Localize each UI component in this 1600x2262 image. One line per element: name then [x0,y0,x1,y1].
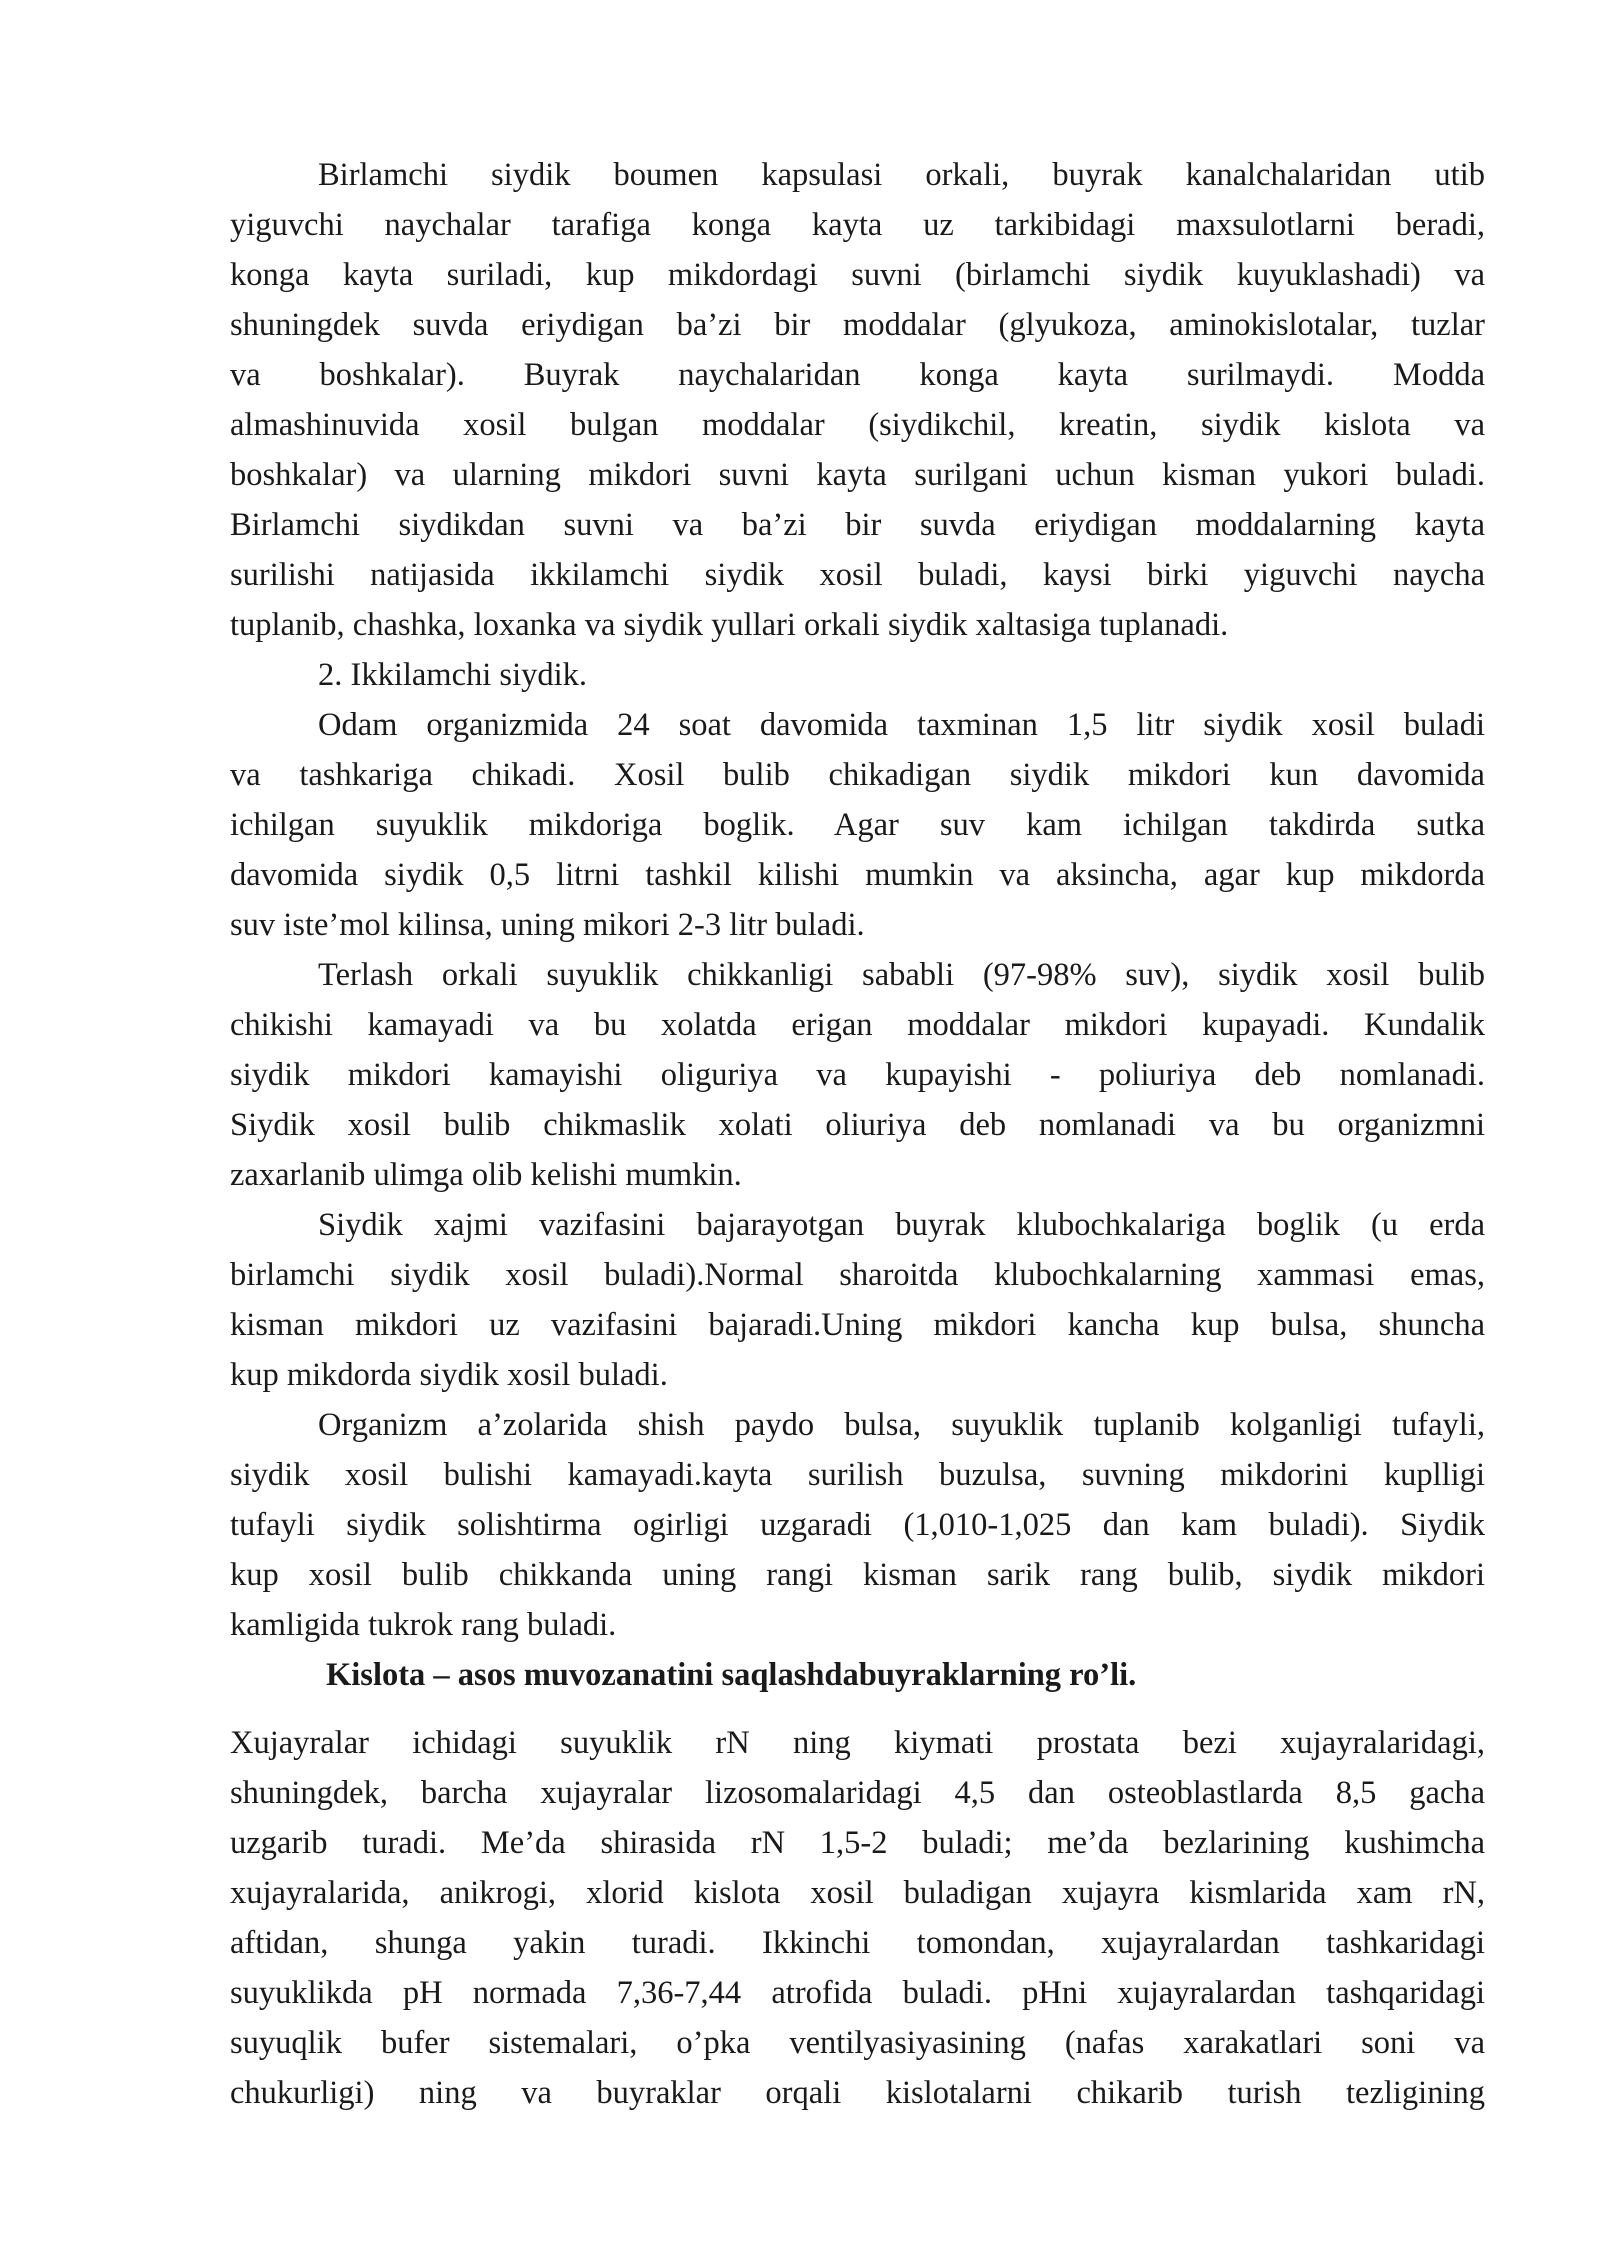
text-line: Birlamchi siydikdan suvni va ba’zi bir suvda eriydigan moddalarning kayta [230,507,1485,543]
paragraph-1 [230,150,1485,650]
text-line: Odam organizmida 24 soat davomida taxminan 1,5 litr siydik xosil buladi [318,707,1485,743]
text-line: shuningdek, barcha xujayralar lizosomalaridagi 4,5 dan osteoblastlarda 8,5 gacha [230,1775,1485,1811]
paragraph-7 [230,1718,1485,2118]
paragraph-3 [230,700,1485,950]
paragraph-6 [230,1400,1485,1650]
text-line: suyuqlik bufer sistemalari, o’pka ventilyasiyasining (nafas xarakatlari soni va [230,2025,1485,2061]
text-line: Xujayralar ichidagi suyuklik rN ning kiymati prostata bezi xujayralaridagi, [230,1725,1485,1761]
text-line: shuningdek suvda eriydigan ba’zi bir moddalar (glyukoza, aminokislotalar, tuzlar [230,307,1485,343]
text-line: tufayli siydik solishtirma ogirligi uzgaradi (1,010-1,025 dan kam buladi). Siydik [230,1507,1485,1543]
section-heading: Kislota – asos muvozanatini saqlashdabuyraklarning ro’li. [326,1657,1137,1693]
text-line: siydik mikdori kamayishi oliguriya va kupayishi - poliuriya deb nomlanadi. [230,1057,1485,1093]
text-line: kisman mikdori uz vazifasini bajaradi.Uning mikdori kancha kup bulsa, shuncha [230,1307,1485,1343]
text-line: kup mikdorda siydik xosil buladi. [230,1357,668,1393]
text-line: Siydik xosil bulib chikmaslik xolati oliuriya deb nomlanadi va bu organizmni [230,1107,1485,1143]
text-line: uzgarib turadi. Me’da shirasida rN 1,5-2 buladi; me’da bezlarining kushimcha [230,1825,1485,1861]
text-line: 2. Ikkilamchi siydik. [318,657,587,693]
paragraph-4 [230,950,1485,1200]
text-line: Organizm a’zolarida shish paydo bulsa, suyuklik tuplanib kolganligi tufayli, [318,1407,1485,1443]
text-line: kamligida tukrok rang buladi. [230,1607,617,1643]
text-line: Birlamchi siydik boumen kapsulasi orkali, buyrak kanalchalaridan utib [318,157,1485,193]
text-line: boshkalar) va ularning mikdori suvni kayta surilgani uchun kisman yukori buladi. [230,457,1485,493]
text-line: suv iste’mol kilinsa, uning mikori 2-3 litr buladi. [230,907,865,943]
text-line: aftidan, shunga yakin turadi. Ikkinchi tomondan, xujayralardan tashkaridagi [230,1925,1485,1961]
text-line: siydik xosil bulishi kamayadi.kayta surilish buzulsa, suvning mikdorini kuplligi [230,1457,1485,1493]
text-line: birlamchi siydik xosil buladi).Normal sharoitda klubochkalarning xammasi emas, [230,1257,1485,1293]
text-line: chikishi kamayadi va bu xolatda erigan moddalar mikdori kupayadi. Kundalik [230,1007,1485,1043]
paragraph-5 [230,1200,1485,1400]
text-line: tuplanib, chashka, loxanka va siydik yullari orkali siydik xaltasiga tuplanadi. [230,607,1229,643]
text-line: suyuklikda pH normada 7,36-7,44 atrofida buladi. pHni xujayralardan tashqaridagi [230,1975,1485,2011]
text-line: surilishi natijasida ikkilamchi siydik xosil buladi, kaysi birki yiguvchi naycha [230,557,1485,593]
text-line: Terlash orkali suyuklik chikkanligi sababli (97-98% suv), siydik xosil bulib [318,957,1485,993]
text-line: almashinuvida xosil bulgan moddalar (siydikchil, kreatin, siydik kislota va [230,407,1485,443]
text-line: chukurligi) ning va buyraklar orqali kislotalarni chikarib turish tezligining [230,2075,1485,2111]
text-line: zaxarlanib ulimga olib kelishi mumkin. [230,1157,742,1193]
text-line: kup xosil bulib chikkanda uning rangi kisman sarik rang bulib, siydik mikdori [230,1557,1485,1593]
document-page [230,150,1485,2118]
text-line: ichilgan suyuklik mikdoriga boglik. Agar suv kam ichilgan takdirda sutka [230,807,1485,843]
text-line: va boshkalar). Buyrak naychalaridan konga kayta surilmaydi. Modda [230,357,1485,393]
text-line: Siydik xajmi vazifasini bajarayotgan buyrak klubochkalariga boglik (u erda [318,1207,1485,1243]
text-line: xujayralarida, anikrogi, xlorid kislota xosil buladigan xujayra kismlarida xam rN, [230,1875,1485,1911]
text-line: yiguvchi naychalar tarafiga konga kayta uz tarkibidagi maxsulotlarni beradi, [230,207,1485,243]
heading-spacer [230,1700,1485,1718]
text-line: konga kayta suriladi, kup mikdordagi suvni (birlamchi siydik kuyuklashadi) va [230,257,1485,293]
text-line: davomida siydik 0,5 litrni tashkil kilishi mumkin va aksincha, agar kup mikdorda [230,857,1485,893]
paragraph-2-subheading [230,650,1485,700]
text-line: va tashkariga chikadi. Xosil bulib chikadigan siydik mikdori kun davomida [230,757,1485,793]
